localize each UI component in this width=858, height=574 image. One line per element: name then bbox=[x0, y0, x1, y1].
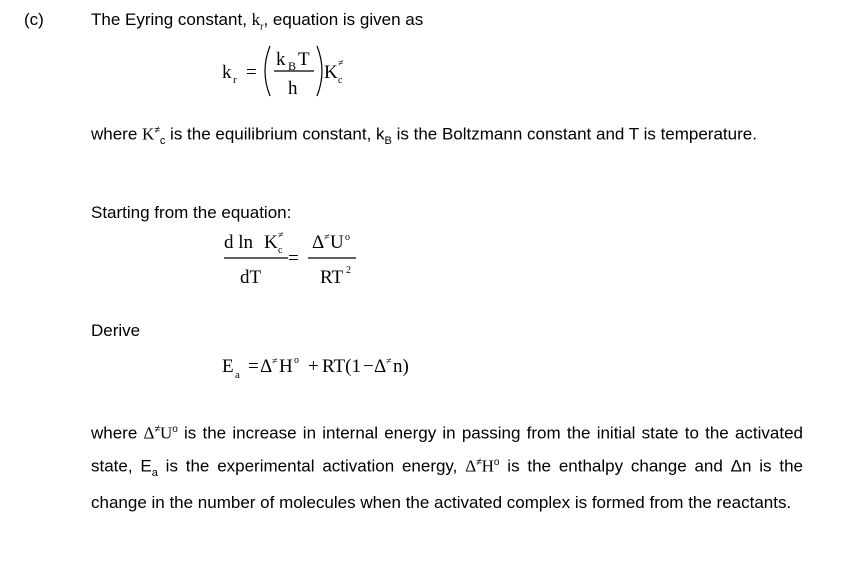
where1-lead: where bbox=[91, 124, 143, 144]
right-paren bbox=[317, 46, 322, 96]
eyring-kappa: K bbox=[324, 62, 338, 83]
eyring-denominator: h bbox=[288, 78, 298, 99]
target-n: n) bbox=[393, 356, 409, 377]
eyring-kappa-sup: ≠ bbox=[338, 58, 344, 69]
vh-rhs-delta: Δ bbox=[312, 232, 325, 253]
target-equals: = bbox=[248, 356, 259, 377]
eyring-lhs-sub: r bbox=[233, 74, 237, 86]
target-H: H bbox=[279, 356, 293, 377]
eyring-equation bbox=[222, 38, 372, 104]
target-delta2-sup: ≠ bbox=[386, 356, 392, 367]
vh-numerator-sup: ≠ bbox=[278, 230, 284, 241]
target-H-deg: o bbox=[294, 355, 299, 366]
where-kappa-paragraph bbox=[91, 116, 803, 156]
where2-U: U bbox=[159, 423, 173, 443]
where2-delta1-sup: ≠ bbox=[154, 424, 160, 435]
where1-text-a: is the equilibrium constant, k bbox=[165, 124, 385, 144]
where2-U-deg: o bbox=[172, 424, 178, 435]
where1-kappa: K bbox=[142, 124, 155, 144]
where1-text-b: is the Boltzmann constant and T is temperature. bbox=[391, 124, 757, 144]
where2-H: H bbox=[481, 456, 494, 476]
vh-rhs-denominator-sup: 2 bbox=[346, 265, 351, 276]
kr-symbol: k bbox=[251, 10, 261, 29]
target-rt: RT(1 bbox=[322, 356, 361, 377]
vh-rhs-degree: o bbox=[345, 232, 350, 243]
target-E: E bbox=[222, 356, 234, 377]
where2-delta2: Δ bbox=[465, 456, 477, 476]
vh-numerator-kappa: K bbox=[264, 232, 278, 253]
starting-text: Starting from the equation: bbox=[91, 203, 292, 222]
where2-text-a: is the increase in internal energy in passing from the initial state to the activated state, E bbox=[91, 423, 803, 476]
target-minus: − bbox=[363, 356, 374, 377]
where1-kappa-sub: c bbox=[159, 135, 166, 148]
intro-text: The Eyring constant, bbox=[91, 10, 252, 29]
target-delta1-sup: ≠ bbox=[272, 356, 278, 367]
vh-rhs-U: U bbox=[330, 232, 344, 253]
where2-text-b: is the experimental activation energy, bbox=[157, 456, 466, 476]
where2-text-c: is the enthalpy change and bbox=[499, 456, 731, 476]
target-plus: + bbox=[308, 356, 319, 377]
where2-lead: where bbox=[91, 423, 144, 443]
where2-delta1: Δ bbox=[143, 423, 155, 443]
target-delta1: Δ bbox=[260, 356, 273, 377]
eyring-numerator: k bbox=[276, 49, 286, 70]
vh-numerator-prefix: d ln bbox=[224, 232, 254, 253]
vh-rhs-denominator: RT bbox=[320, 267, 344, 288]
vh-denominator-left: dT bbox=[240, 267, 262, 288]
where2-dn: Δn bbox=[730, 456, 752, 476]
derive-text: Derive bbox=[91, 321, 141, 340]
vh-equals: = bbox=[288, 248, 299, 269]
where2-delta2-sup: ≠ bbox=[476, 456, 482, 468]
where2-H-deg: o bbox=[493, 456, 500, 468]
left-paren bbox=[265, 46, 270, 96]
target-E-sub: a bbox=[235, 369, 240, 381]
intro-suffix: , equation is given as bbox=[263, 10, 424, 29]
where2-text-d: is the change in the number of molecules when the activated complex is formed from the reactants. bbox=[91, 456, 803, 512]
intro-line bbox=[91, 10, 423, 32]
eyring-equals: = bbox=[246, 62, 257, 83]
target-delta2: Δ bbox=[374, 356, 387, 377]
where2-ea-sub: a bbox=[151, 466, 158, 479]
eyring-numerator-sub: B bbox=[288, 59, 297, 73]
where-delta-paragraph bbox=[91, 415, 803, 517]
eyring-lhs: k bbox=[222, 62, 232, 83]
vh-rhs-delta-sup: ≠ bbox=[324, 232, 330, 243]
where1-kappa-sup: ≠ bbox=[154, 125, 160, 136]
where1-kb-sub: B bbox=[384, 135, 392, 148]
eyring-kappa-sub: c bbox=[338, 75, 343, 86]
eyring-numerator-tail: T bbox=[298, 49, 310, 70]
question-label: (c) bbox=[24, 10, 44, 29]
vh-numerator-sub: c bbox=[278, 245, 283, 256]
kr-subscript: r bbox=[260, 21, 264, 33]
target-equation bbox=[222, 350, 442, 386]
vant-hoff-equation bbox=[222, 228, 362, 298]
